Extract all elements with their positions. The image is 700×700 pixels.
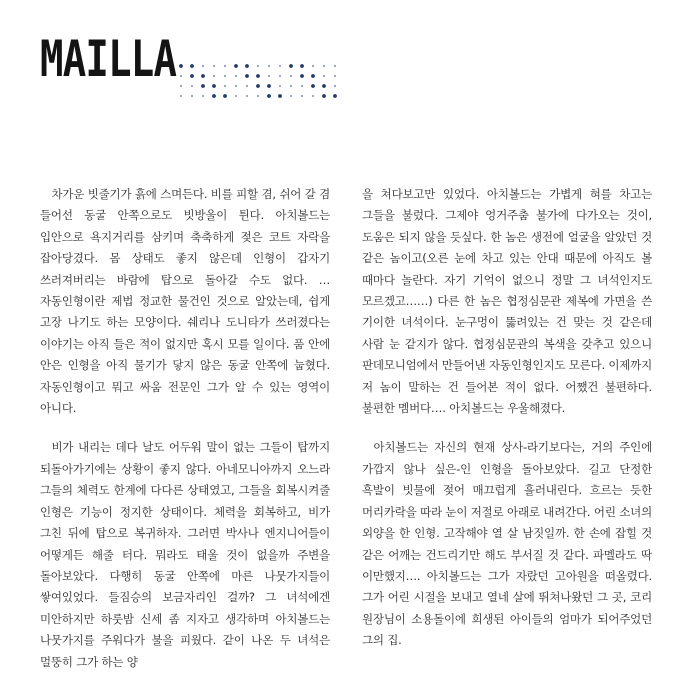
decorative-dot (323, 65, 325, 67)
decorative-dot (180, 95, 182, 97)
decorative-dot (256, 84, 260, 88)
paragraph: 차가운 빗줄기가 흙에 스며든다. 비를 피할 겸, 쉬어 갈 겸 들어선 동굴 안쪽으로도 빗방울이 튄다. 아치볼드는 입안으로 욕지거리를 삼키며 축축하게 젖은 코트 자락을 잡아당겼다. 몸 상태도 좋지 않은데 인형이 갑자기 쓰러져버리는 바람에 탑으로 돌아갈 수도 없다. …자동인형이란 제법 정교한 물건인 것으로 알았는데, 쉽게 고장 나기도 하는 모양이다. 쉐리나 도니타가 쓰러졌다는 이야기는 아직 들은 적이 없지만 혹시 모를 일이다. 품 안에 안은 인형을 아직 물기가 닿지 않은 동굴 안쪽에 눕혔다. 자동인형이고 뭐고 싸움 전문인 그가 알 수 있는 영역이 아니다. (40, 187, 330, 416)
decorative-dot (300, 74, 304, 78)
decorative-dot (223, 94, 227, 98)
decorative-dot (234, 64, 238, 68)
decorative-dot (312, 95, 314, 97)
decorative-dot (180, 75, 182, 77)
decorative-dot (290, 95, 292, 97)
paragraph: 비가 내리는 데다 날도 어두워 말이 없는 그들이 탑까지 되돌아가기에는 상황이 좋지 않다. 아네모니아까지 오느라 그들의 체력도 한계에 다다른 상태였고, 그들을 회복시켜줄 인형은 기능이 정지한 상태이다. 체력을 회복하고, 비가 그친 뒤에 탑으로 복귀하자. 그러면 박사나 엔지니어들이 어떻게든 해줄 터다. 뭐라도 태울 것이 없을까 주변을 돌아보았다. 다행히 동굴 안쪽에 마른 나뭇가지들이 쌓여있었다. 들짐승의 보금자리인 걸까? 그 녀석에겐 미안하지만 하룻밤 신세 좀 지자고 생각하며 아치볼드는 나뭇가지를 주워다가 불을 피웠다. 같이 나온 두 녀석은 멀뚱히 그가 하는 양 (40, 440, 330, 669)
decorative-dot (301, 85, 303, 87)
decorative-dot (212, 84, 216, 88)
decorative-dot (190, 74, 194, 78)
decorative-dot (201, 84, 205, 88)
article-column-left (40, 184, 330, 691)
decorative-dot (246, 95, 248, 97)
decorative-dot (235, 75, 237, 77)
decorative-dot (212, 94, 216, 98)
decorative-dot (279, 75, 281, 77)
decorative-dot (311, 74, 315, 78)
decorative-dot (323, 75, 325, 77)
decorative-dot (202, 65, 204, 67)
decorative-dot (267, 84, 271, 88)
decorative-dot (191, 95, 193, 97)
decorative-dot (224, 65, 226, 67)
decorative-dot (333, 94, 337, 98)
magazine-logo: MAILLA (40, 30, 177, 88)
decorative-dot (235, 85, 237, 87)
paragraph: 아치볼드는 자신의 현재 상사-라기보다는, 거의 주인에 가깝지 않나 싶은-인 인형을 돌아보았다. 길고 단정한 흑발이 빗물에 젖어 매끄럽게 흘러내린다. 흐르는 듯한 머리카락을 따라 눈이 저절로 아래로 내려간다. 어린 소녀의 외양을 한 인형. 고작해야 열 살 남짓일까. 한 손에 잡힐 것 같은 어깨는 건드리기만 해도 부서질 것 같다. 파멜라도 딱 이만했지…. 아치볼드는 그가 자랐던 고아원을 떠올렸다. 그가 어린 시절을 보내고 열네 살에 뛰쳐나왔던 그 곳, 코리 원장님이 소용돌이에 희생된 아이들의 엄마가 되어주었던 그의 집. (362, 440, 652, 648)
decorative-dot (245, 74, 249, 78)
decorative-dot (322, 84, 326, 88)
decorative-dot (245, 64, 249, 68)
decorative-dot (256, 74, 260, 78)
decorative-dot (334, 65, 336, 67)
decorative-dot (235, 95, 237, 97)
decorative-dot (278, 94, 282, 98)
decorative-dot (300, 64, 304, 68)
decorative-dot (257, 65, 259, 67)
decorative-dot (301, 95, 303, 97)
decorative-dot (201, 74, 205, 78)
article-column-right (362, 184, 652, 670)
decorative-dot (190, 64, 194, 68)
decorative-dot (279, 85, 281, 87)
decorative-dot (334, 75, 336, 77)
decorative-dot (289, 64, 293, 68)
decorative-dot (224, 85, 226, 87)
decorative-dot (180, 85, 182, 87)
decorative-dot (224, 75, 226, 77)
decorative-dot (202, 95, 204, 97)
decorative-dot (191, 85, 193, 87)
paragraph: 을 쳐다보고만 있었다. 아치볼드는 가볍게 혀를 차고는 그들을 불렀다. 그제야 엉거주춤 불가에 다가오는 것이, 도움은 되지 않을 듯싶다. 한 놈은 생전에 얼굴을 알았던 것 같은 놈이고(오른 눈에 차고 있는 안대 때문에 아직도 볼 때마다 놀란다. 자기 기억이 없으니 정말 그 녀석인지도 모르겠고……) 다른 한 놈은 협정심문관 제복에 가면을 쓴 기이한 녀석이다. 눈구멍이 뚫려있는 건 맞는 것 같은데 사람 눈 같지가 않다. 협정심문관의 복색을 갖추고 있으니 판데모니엄에서 만들어낸 자동인형인지도 모른다. 이제까지 저 놈이 말하는 건 들어본 적이 없다. 어쨌건 불편하다. 불편한 멤버다…. 아치볼드는 우울해졌다. (362, 187, 652, 416)
decorative-dot (268, 75, 270, 77)
decorative-dot (312, 65, 314, 67)
decorative-dot (290, 75, 292, 77)
decorative-dot-grid (177, 60, 345, 108)
decorative-dot (179, 64, 183, 68)
decorative-dot (311, 84, 315, 88)
decorative-dot (267, 94, 271, 98)
decorative-dot (290, 85, 292, 87)
decorative-dot (334, 85, 336, 87)
decorative-dot (268, 65, 270, 67)
decorative-dot (279, 65, 281, 67)
decorative-dot (322, 94, 326, 98)
decorative-dot (213, 75, 215, 77)
decorative-dot (257, 95, 259, 97)
decorative-dot (246, 85, 248, 87)
decorative-dot (213, 65, 215, 67)
